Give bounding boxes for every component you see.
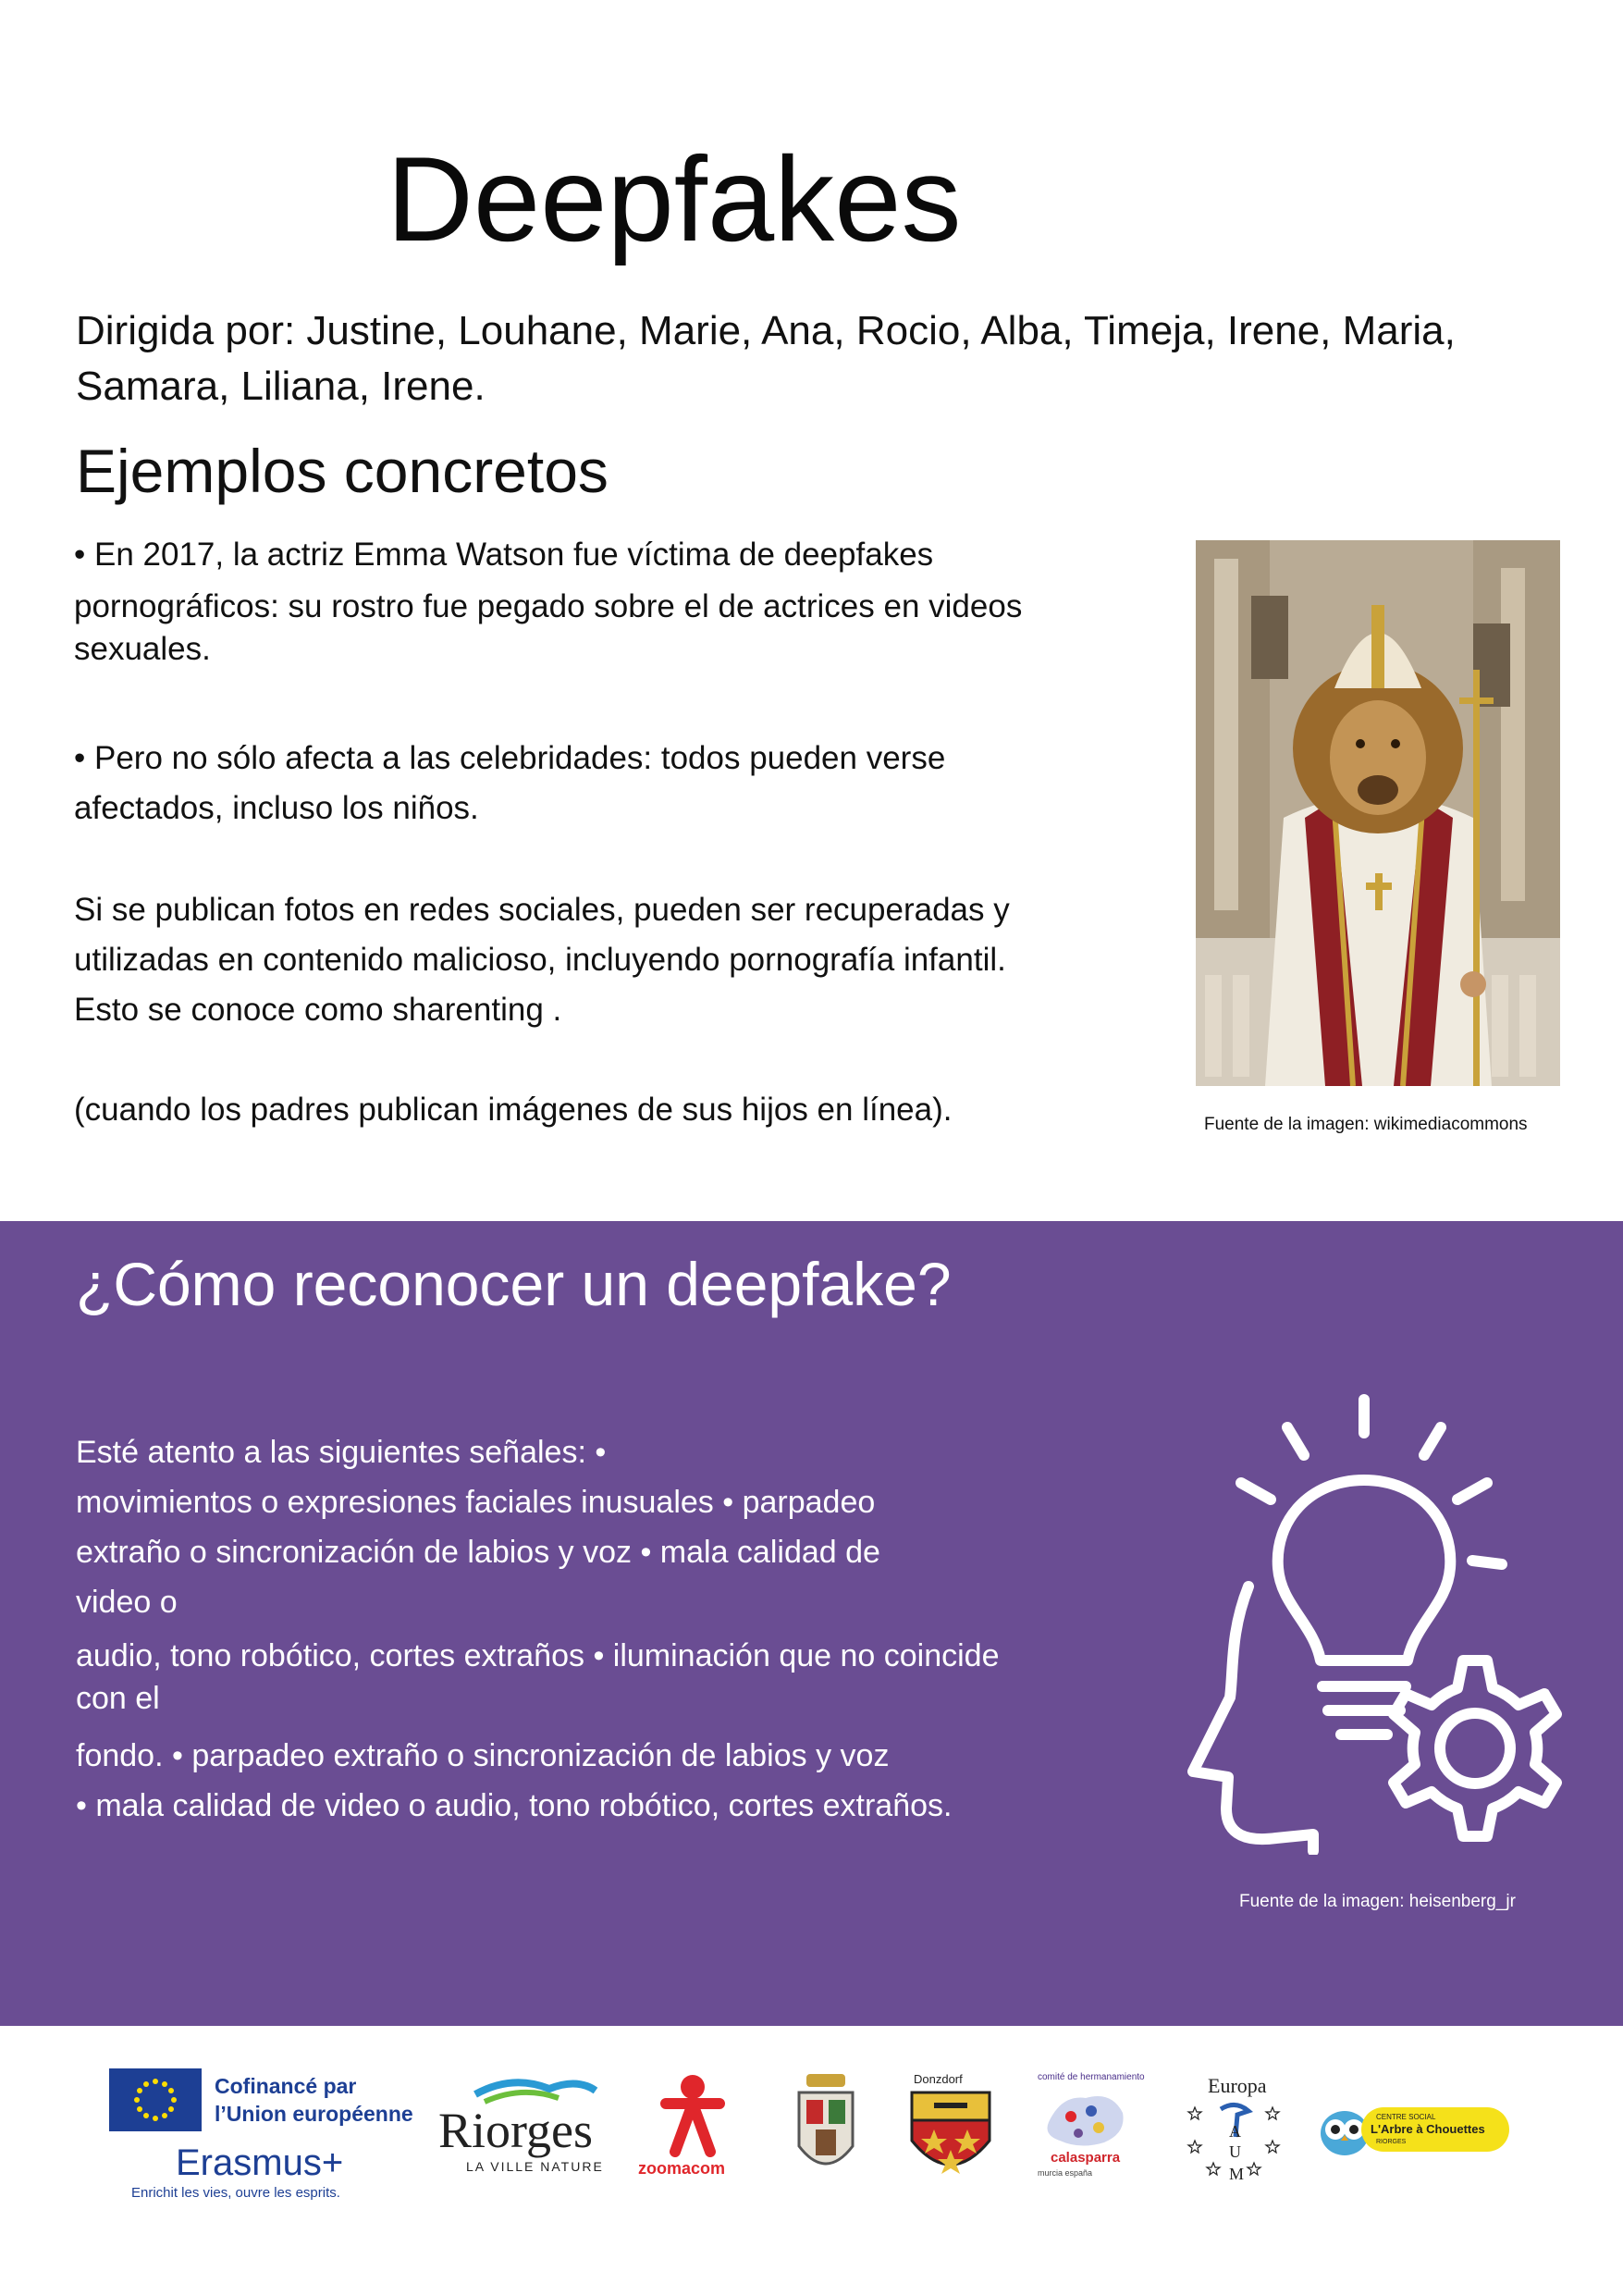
authors-line: Dirigida por: Justine, Louhane, Marie, Ana, Rocio, Alba, Timeja, Irene, Maria, Samara, Liliana, Irene.	[76, 308, 1456, 409]
eu-cofinance-line2: l’Union européenne	[215, 2102, 413, 2126]
europe-map-icon	[1034, 2085, 1137, 2150]
europa-stars-icon	[1184, 2100, 1285, 2185]
arbre-wordmark: L'Arbre à Chouettes	[1371, 2122, 1485, 2136]
signal-line: fondo. • parpadeo extraño o sincronización de labios y voz	[76, 1738, 890, 1773]
erasmus-logo	[109, 2068, 424, 2205]
calasparra-logo	[1034, 2072, 1145, 2179]
icon-caption: Fuente de la imagen: heisenberg_jr	[1239, 1892, 1516, 1911]
town-crest-icon	[793, 2072, 858, 2183]
example-line: (cuando los padres publican imágenes de sus hijos en línea).	[74, 1092, 953, 1128]
riorges-tagline: LA VILLE NATURE	[466, 2159, 604, 2174]
zoomacom-figure-icon	[638, 2072, 747, 2157]
signal-line: • mala calidad de video o audio, tono robótico, cortes extraños.	[76, 1788, 953, 1823]
example-line: pornográficos: su rostro fue pegado sobre el de actrices en videos	[74, 588, 1023, 624]
riorges-waves-icon	[438, 2074, 614, 2105]
eu-cofinance-line1: Cofinancé par	[215, 2074, 357, 2098]
examples-heading: Ejemplos concretos	[76, 437, 609, 505]
europa-aum-logo	[1184, 2074, 1285, 2185]
example-line: • En 2017, la actriz Emma Watson fue víctima de deepfakes	[74, 537, 934, 573]
calasparra-region: murcia españa	[1038, 2168, 1093, 2178]
calasparra-wordmark: calasparra	[1051, 2150, 1121, 2166]
donzdorf-shield-icon	[906, 2089, 995, 2185]
arbre-a-chouettes-logo	[1317, 2104, 1511, 2159]
example-line: sexuales.	[74, 631, 211, 667]
signal-line: con el	[76, 1681, 160, 1716]
erasmus-wordmark: Erasmus+	[176, 2142, 344, 2183]
example-line: utilizadas en contenido malicioso, incluyendo pornografía infantil.	[74, 942, 1006, 978]
example-line: Esto se conoce como sharenting .	[74, 992, 562, 1028]
svg-text:A: A	[1229, 2122, 1241, 2141]
svg-text:U: U	[1229, 2142, 1241, 2161]
head-lightbulb-gear-icon	[1174, 1392, 1581, 1855]
page-title: Deepfakes	[387, 131, 962, 266]
arbre-town: RIORGES	[1376, 2139, 1407, 2145]
zoomacom-wordmark: zoomacom	[638, 2159, 726, 2178]
europa-wordmark: Europa	[1208, 2074, 1267, 2097]
eu-flag-icon	[109, 2068, 202, 2131]
calasparra-committee: comité de hermanamiento	[1038, 2072, 1145, 2082]
signal-line: movimientos o expresiones faciales inusuales • parpadeo	[76, 1485, 876, 1520]
photo-caption: Fuente de la imagen: wikimediacommons	[1204, 1115, 1528, 1134]
riorges-wordmark: Riorges	[438, 2103, 594, 2158]
example-line: Si se publican fotos en redes sociales, pueden ser recuperadas y	[74, 892, 1010, 928]
signal-line: Esté atento a las siguientes señales: •	[76, 1435, 607, 1470]
signal-line: extraño o sincronización de labios y voz • mala calidad de	[76, 1535, 880, 1570]
donzdorf-logo	[906, 2072, 995, 2185]
recognize-heading: ¿Cómo reconocer un deepfake?	[76, 1250, 952, 1318]
zoomacom-logo	[638, 2072, 747, 2183]
erasmus-slogan: Enrichit les vies, ouvre les esprits.	[131, 2185, 340, 2201]
arbre-centre-label: CENTRE SOCIAL	[1376, 2113, 1436, 2121]
example-line: afectados, incluso los niños.	[74, 790, 479, 826]
riorges-logo	[438, 2074, 614, 2176]
svg-text:M: M	[1229, 2165, 1245, 2183]
donzdorf-label: Donzdorf	[914, 2072, 963, 2086]
signal-line: audio, tono robótico, cortes extraños • iluminación que no coincide	[76, 1638, 1000, 1673]
lion-pope-photo	[1196, 540, 1560, 1086]
signal-line: video o	[76, 1585, 178, 1620]
example-line: • Pero no sólo afecta a las celebridades: todos pueden verse	[74, 740, 946, 776]
